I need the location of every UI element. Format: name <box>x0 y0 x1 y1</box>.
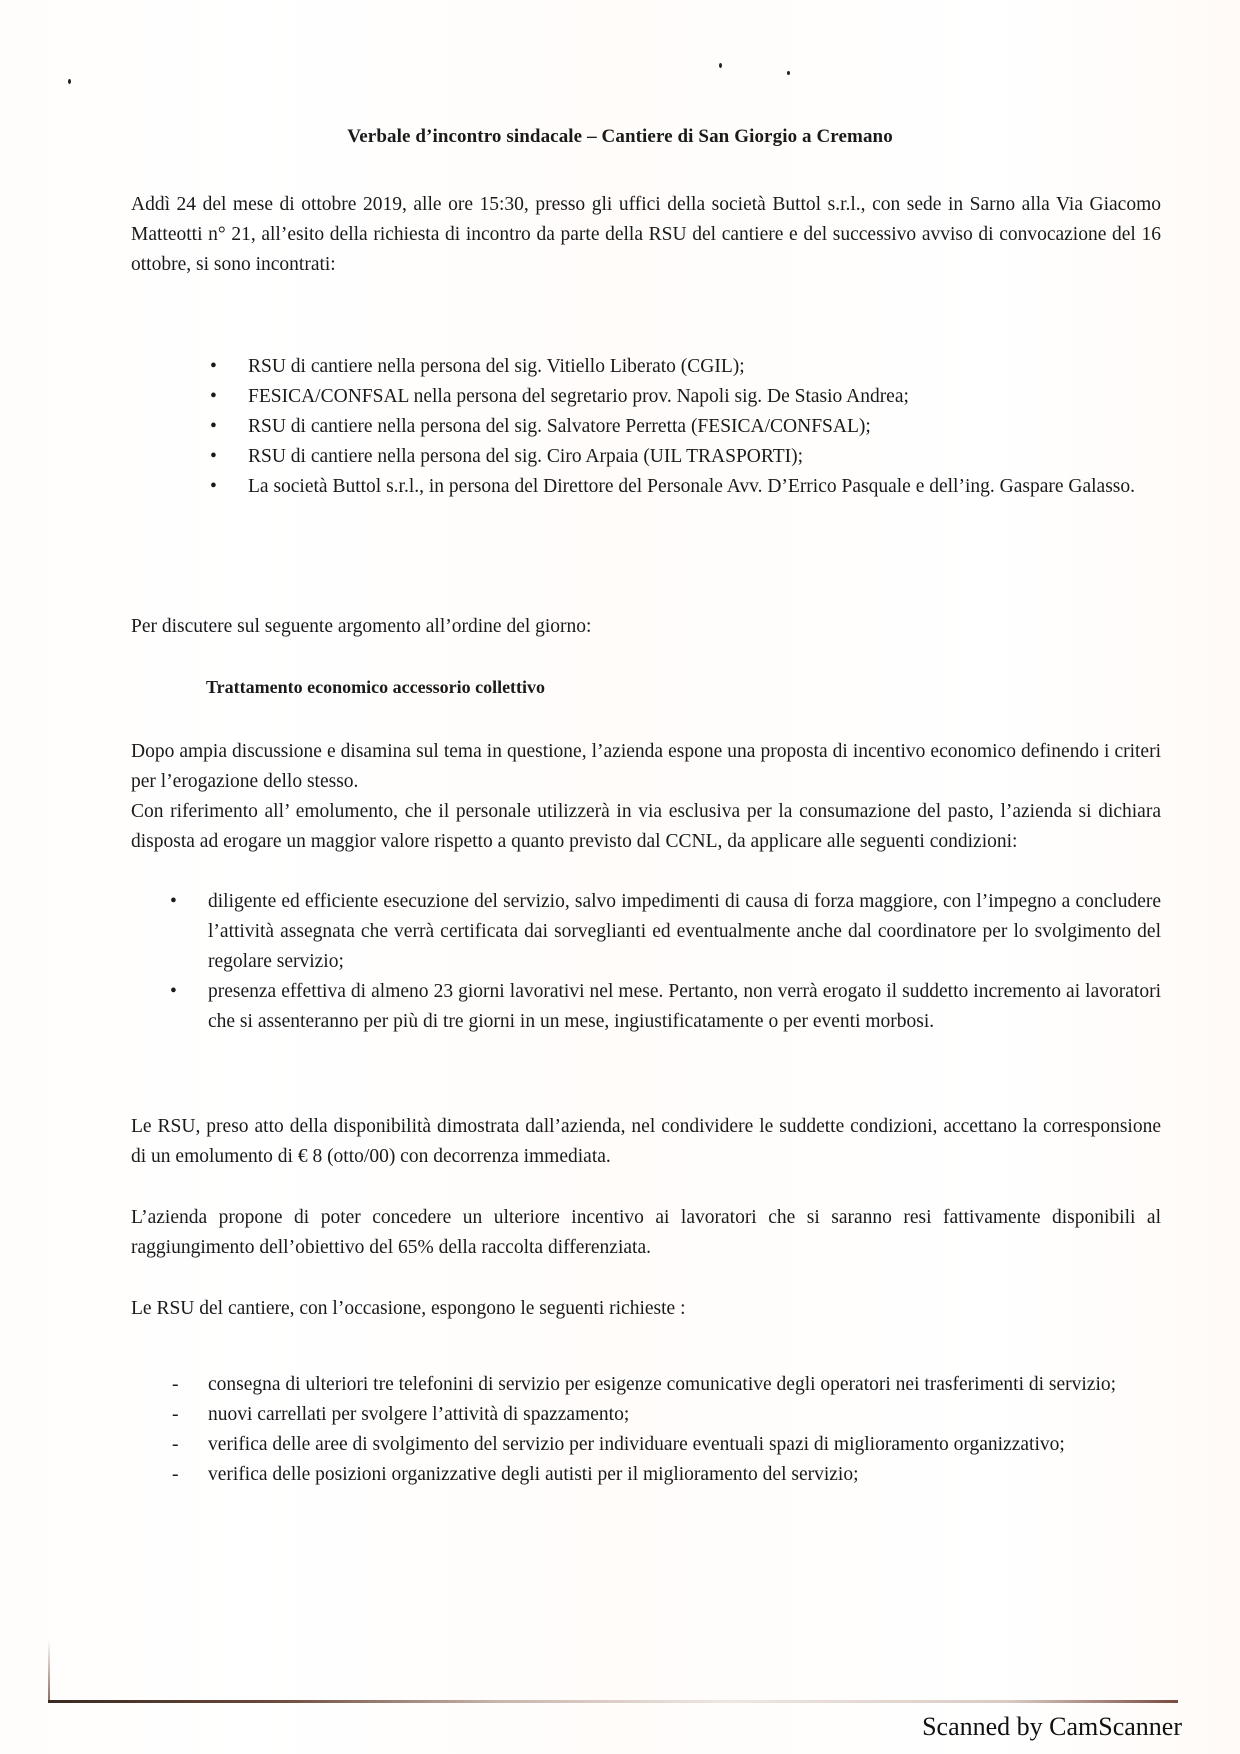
request-item: - verifica delle aree di svolgimento del servizio per individuare eventuali spazi di miglioramento organizzativo; <box>166 1430 1161 1460</box>
agenda-intro: Per discutere sul seguente argomento all’ordine del giorno: <box>131 616 592 637</box>
dash-icon: - <box>172 1464 179 1485</box>
attendee-item: • RSU di cantiere nella persona del sig. Ciro Arpaia (UIL TRASPORTI); <box>206 442 1161 472</box>
request-item: - consegna di ulteriori tre telefonini di servizio per esigenze comunicative degli operatori nei trasferimenti di servizio; <box>166 1370 1161 1400</box>
attendee-item: • La società Buttol s.r.l., in persona del Direttore del Personale Avv. D’Errico Pasquale e dell’ing. Gaspare Galasso. <box>206 472 1161 502</box>
bullet-icon: • <box>210 446 217 467</box>
bullet-icon: • <box>170 891 177 912</box>
scan-speck <box>68 79 71 84</box>
dash-icon: - <box>172 1434 179 1455</box>
scan-speck <box>787 71 790 75</box>
bullet-icon: • <box>210 476 217 497</box>
bullet-icon: • <box>170 981 177 1002</box>
emolument-text: Con riferimento all’ emolumento, che il personale utilizzerà in via esclusiva per la consumazione del pasto, l’azienda si dichiara disposta ad erogare un maggior valore rispetto a quanto previsto dal CCNL, da applicare alle seguenti condizioni: <box>131 801 1161 852</box>
attendee-item: • RSU di cantiere nella persona del sig. Salvatore Perretta (FESICA/CONFSAL); <box>206 412 1161 442</box>
requests-list <box>166 1370 1161 1490</box>
condition-item: • diligente ed efficiente esecuzione del servizio, salvo impedimenti di causa di forza maggiore, con l’impegno a concludere l’attività assegnata che verrà certificata dai sorveglianti ed eventualmente anche dal coordinatore per lo svolgimento del regolare servizio; <box>166 887 1161 977</box>
document-title: Verbale d’incontro sindacale – Cantiere di San Giorgio a Cremano <box>347 126 893 147</box>
requests-intro: Le RSU del cantiere, con l’occasione, espongono le seguenti richieste : <box>131 1298 686 1319</box>
attendees-list <box>206 352 1161 502</box>
bullet-icon: • <box>210 386 217 407</box>
proposal-paragraph: L’azienda propone di poter concedere un ulteriore incentivo ai lavoratori che si saranno resi fattivamente disponibili al raggiungimento dell’obiettivo del 65% della raccolta differenziata. <box>131 1207 1161 1258</box>
bullet-icon: • <box>210 356 217 377</box>
rsu-acceptance-paragraph: Le RSU, preso atto della disponibilità dimostrata dall’azienda, nel condividere le suddette condizioni, accettano la corresponsione di un emolumento di € 8 (otto/00) con decorrenza immediata. <box>131 1116 1161 1167</box>
discussion-text: Dopo ampia discussione e disamina sul tema in questione, l’azienda espone una proposta di incentivo economico definendo i criteri per l’erogazione dello stesso. <box>131 741 1161 792</box>
request-item: - nuovi carrellati per svolgere l’attività di spazzamento; <box>166 1400 1161 1430</box>
request-item: - verifica delle posizioni organizzative degli autisti per il miglioramento del servizio; <box>166 1460 1161 1490</box>
agenda-item: Trattamento economico accessorio collettivo <box>206 677 546 697</box>
discussion-paragraph <box>131 737 1161 857</box>
conditions-list <box>166 887 1161 1037</box>
page-edge-bottom <box>48 1700 1178 1703</box>
bullet-icon: • <box>210 416 217 437</box>
condition-item: • presenza effettiva di almeno 23 giorni lavorativi nel mese. Pertanto, non verrà erogato il suddetto incremento ai lavoratori che si assenteranno per più di tre giorni in un mese, ingiustificatamente o per eventi morbosi. <box>166 977 1161 1037</box>
attendee-item: • FESICA/CONFSAL nella persona del segretario prov. Napoli sig. De Stasio Andrea; <box>206 382 1161 412</box>
scanner-watermark: Scanned by CamScanner <box>922 1712 1182 1741</box>
scan-speck <box>719 63 722 68</box>
intro-paragraph: Addì 24 del mese di ottobre 2019, alle ore 15:30, presso gli uffici della società Buttol s.r.l., con sede in Sarno alla Via Giacomo Matteotti n° 21, all’esito della richiesta di incontro da parte della RSU del cantiere e del successivo avviso di convocazione del 16 ottobre, si sono incontrati: <box>131 194 1161 275</box>
attendee-item: • RSU di cantiere nella persona del sig. Vitiello Liberato (CGIL); <box>206 352 1161 382</box>
dash-icon: - <box>172 1374 179 1395</box>
dash-icon: - <box>172 1404 179 1425</box>
page-edge-left <box>48 1640 50 1702</box>
